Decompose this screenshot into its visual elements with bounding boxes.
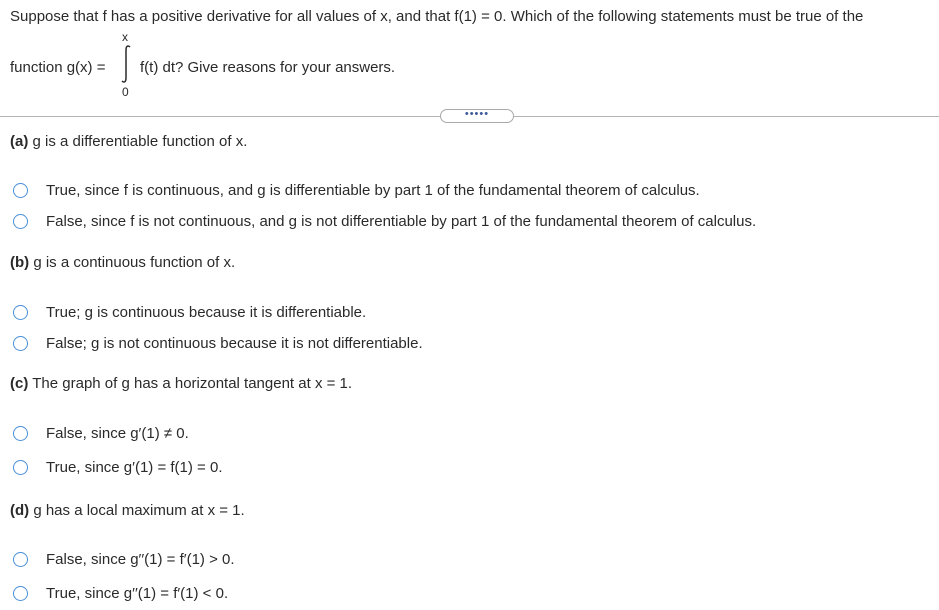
integral-upper-limit: x	[122, 30, 128, 44]
part-c-tag: (c)	[10, 375, 29, 392]
part-d-option-2[interactable]	[10, 582, 228, 604]
question-function-label: function g(x) =	[10, 59, 106, 76]
radio-button[interactable]	[13, 552, 28, 567]
part-d-tag: (d)	[10, 502, 30, 519]
option-text: False, since g′′(1) = f′(1) > 0.	[46, 550, 235, 568]
option-text: True, since f is continuous, and g is differentiable by part 1 of the fundamental theorem of calculus.	[46, 181, 700, 199]
part-b-tag: (b)	[10, 254, 30, 271]
part-c-option-1[interactable]	[10, 422, 189, 444]
option-text: True, since g′′(1) = f′(1) < 0.	[46, 584, 229, 602]
radio-button[interactable]	[13, 586, 28, 601]
radio-button[interactable]	[13, 426, 28, 441]
part-a-label	[10, 133, 247, 150]
expand-button[interactable]	[440, 109, 514, 123]
integral-sign-icon	[119, 44, 133, 84]
radio-button[interactable]	[13, 305, 28, 320]
part-a-option-2[interactable]	[10, 210, 756, 232]
part-a-statement: g is a differentiable function of x.	[32, 133, 248, 150]
radio-button[interactable]	[13, 214, 28, 229]
option-text: True; g is continuous because it is differentiable.	[46, 303, 367, 321]
option-text: False; g is not continuous because it is not differentiable.	[46, 334, 423, 352]
radio-button[interactable]	[13, 183, 28, 198]
part-c-statement: The graph of g has a horizontal tangent at x = 1.	[32, 375, 353, 392]
question-line-1: Suppose that f has a positive derivative for all values of x, and that f(1) = 0. Which of the following statements must be true of the	[10, 8, 864, 25]
part-b-label	[10, 254, 235, 271]
part-d-label	[10, 502, 245, 519]
radio-button[interactable]	[13, 336, 28, 351]
question-integrand-text: f(t) dt? Give reasons for your answers.	[140, 59, 396, 76]
part-b-option-2[interactable]	[10, 332, 423, 354]
option-text: False, since g′(1) ≠ 0.	[46, 424, 189, 442]
option-text: False, since f is not continuous, and g is not differentiable by part 1 of the fundamental theorem of calculus.	[46, 212, 757, 230]
expand-dots-icon: •••••	[464, 108, 490, 120]
part-a-tag: (a)	[10, 133, 29, 150]
part-c-option-2[interactable]	[10, 456, 223, 478]
option-text: True, since g′(1) = f(1) = 0.	[46, 458, 223, 476]
integral-lower-limit: 0	[122, 85, 129, 99]
integral-expression	[119, 30, 139, 100]
part-d-statement: g has a local maximum at x = 1.	[33, 502, 245, 519]
part-b-statement: g is a continuous function of x.	[33, 254, 236, 271]
part-d-option-1[interactable]	[10, 548, 235, 570]
part-c-label	[10, 375, 352, 392]
part-b-option-1[interactable]	[10, 301, 366, 323]
part-a-option-1[interactable]	[10, 179, 700, 201]
radio-button[interactable]	[13, 460, 28, 475]
